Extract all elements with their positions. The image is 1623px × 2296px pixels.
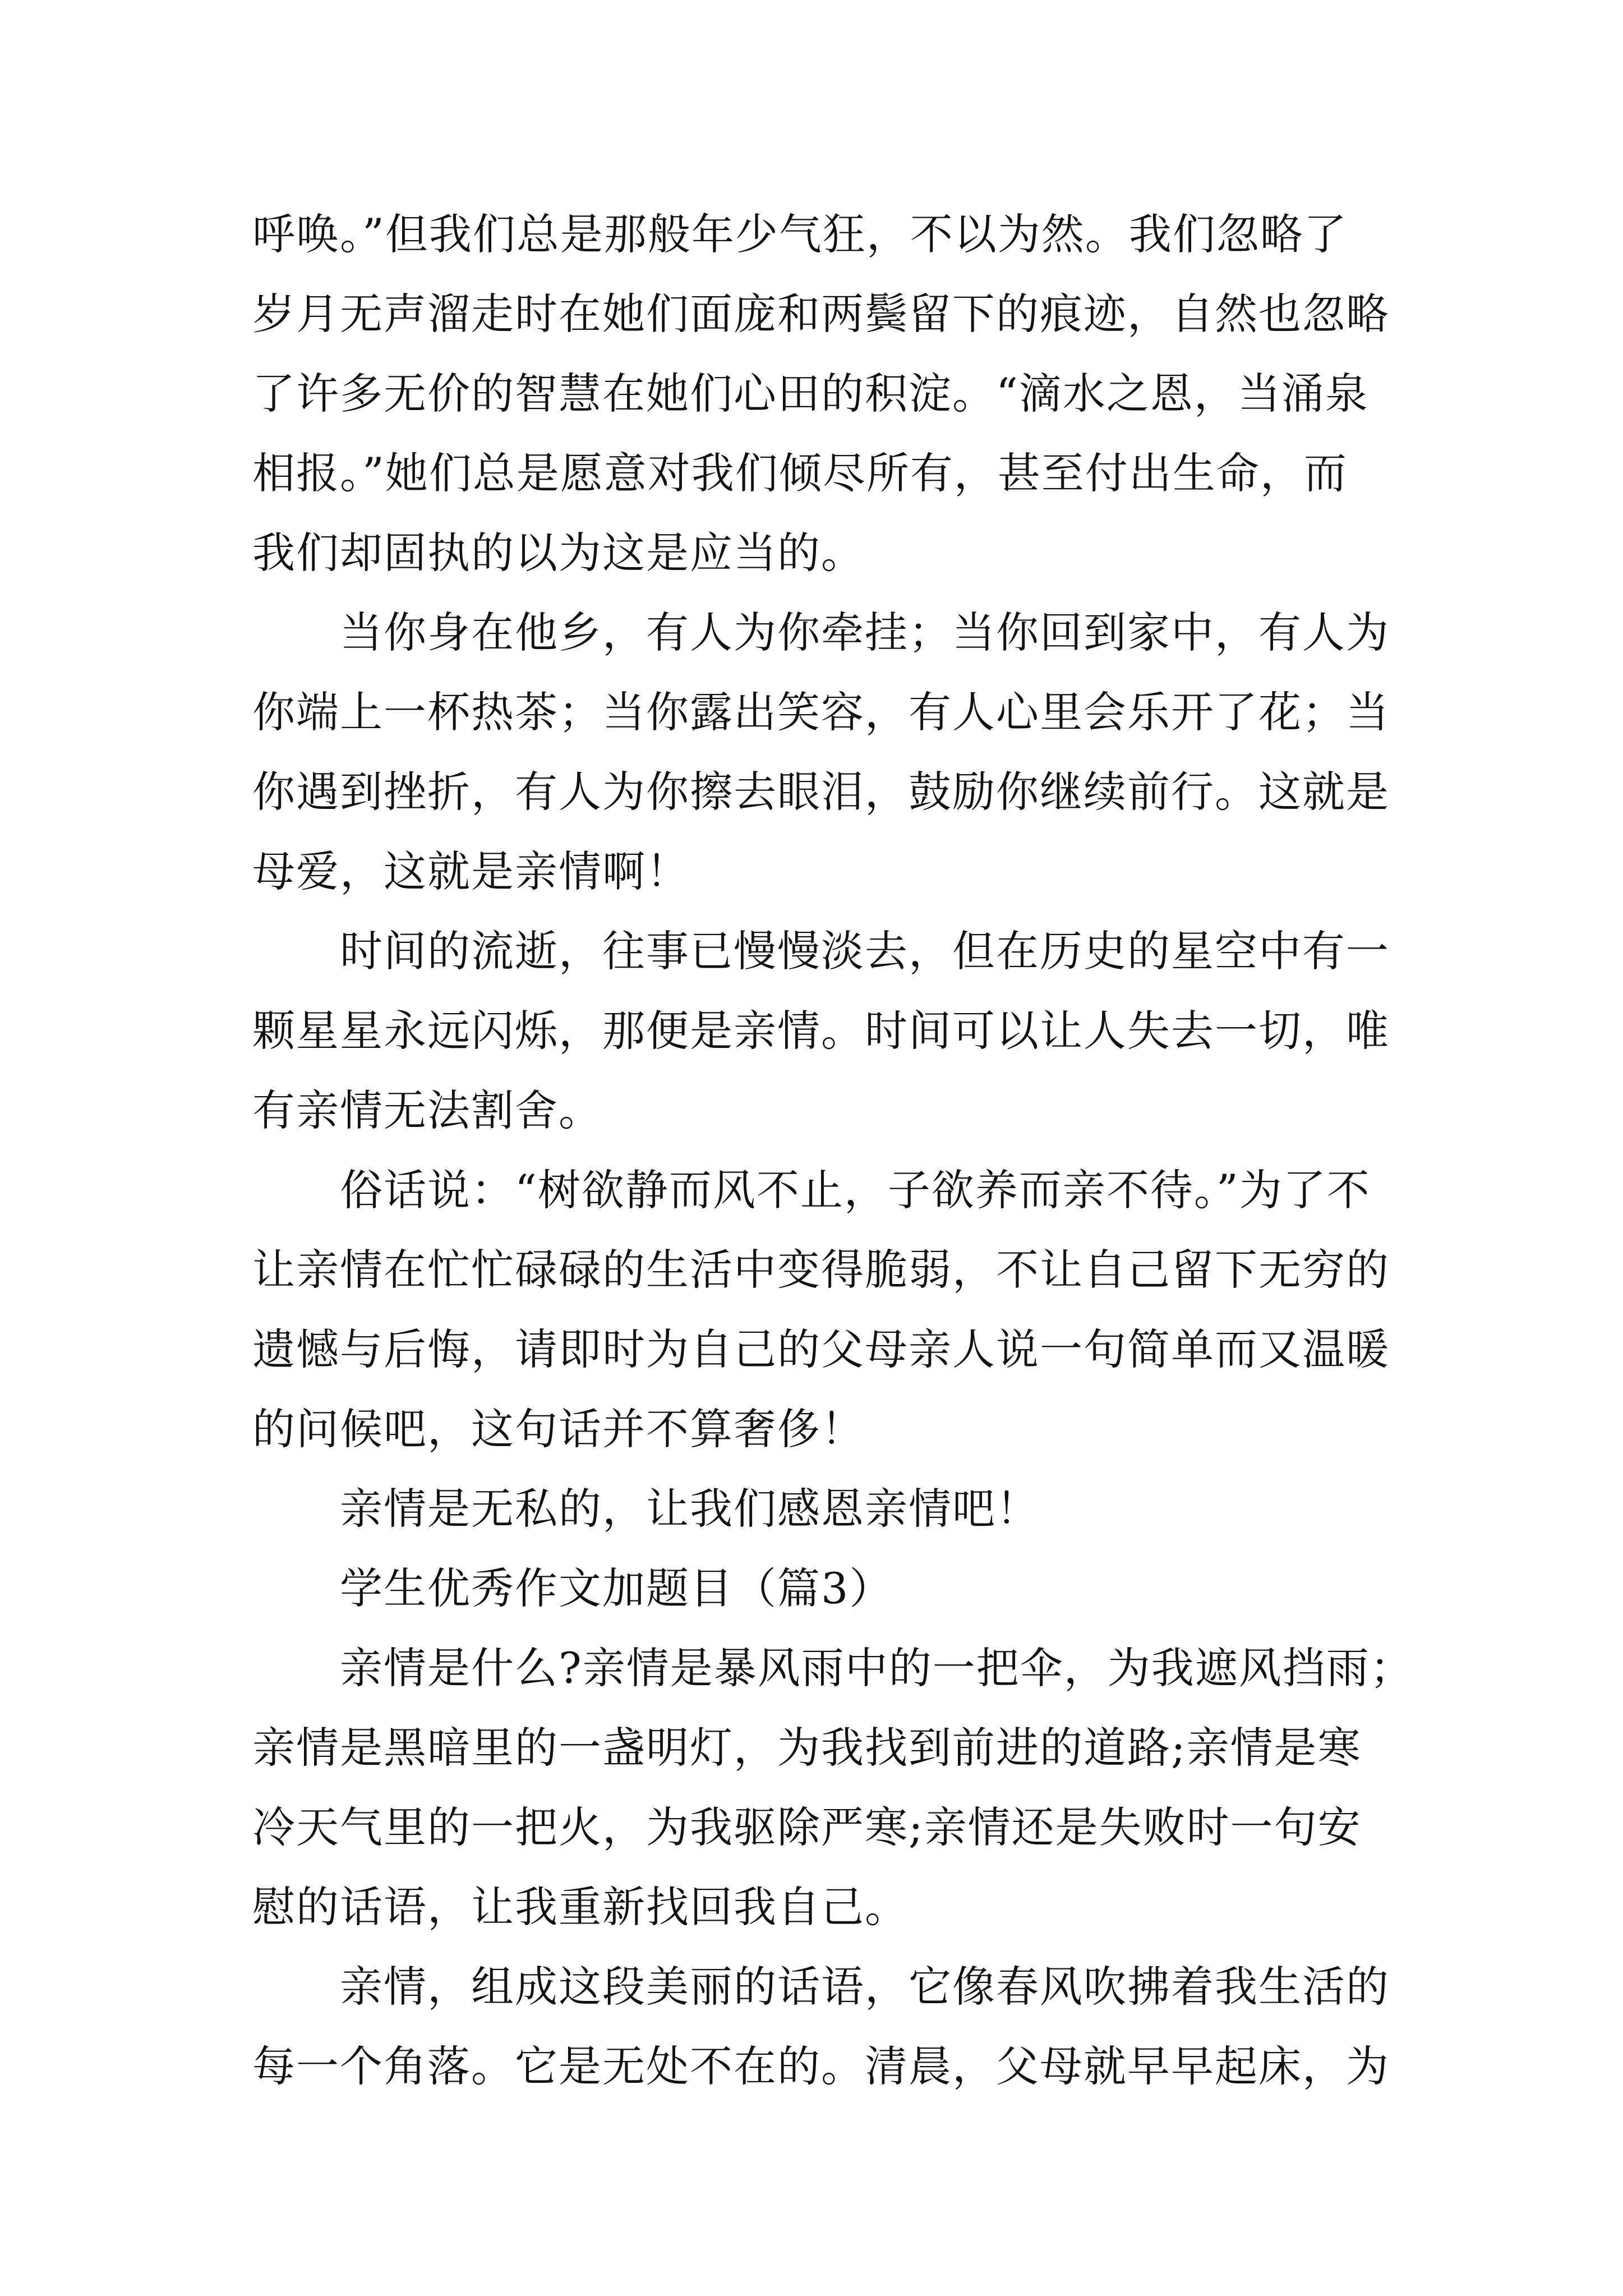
text-line: 母爱，这就是亲情啊！ bbox=[252, 846, 690, 896]
text-line: 的问候吧，这句话并不算奢侈！ bbox=[252, 1404, 865, 1454]
text-line: 相报。”她们总是愿意对我们倾尽所有，甚至付出生命，而 bbox=[252, 448, 1348, 498]
text-line: 慰的话语，让我重新找回我自己。 bbox=[252, 1882, 909, 1932]
paragraph-first-line: 当你身在他乡，有人为你牵挂；当你回到家中，有人为 bbox=[340, 608, 1390, 657]
paragraph-first-line: 亲情是无私的，让我们感恩亲情吧！ bbox=[340, 1484, 1040, 1534]
text-line: 亲情是黑暗里的一盏明灯，为我找到前进的道路;亲情是寒 bbox=[252, 1723, 1362, 1773]
text-line: 你端上一杯热茶；当你露出笑容，有人心里会乐开了花；当 bbox=[252, 687, 1390, 737]
text-line: 岁月无声溜走时在她们面庞和两鬓留下的痕迹，自然也忽略 bbox=[252, 289, 1390, 339]
text-line: 颗星星永远闪烁，那便是亲情。时间可以让人失去一切，唯 bbox=[252, 1006, 1390, 1056]
text-line: 每一个角落。它是无处不在的。清晨，父母就早早起床，为 bbox=[252, 2041, 1390, 2091]
paragraph-first-line: 亲情是什么?亲情是暴风雨中的一把伞，为我遮风挡雨； bbox=[340, 1643, 1414, 1693]
paragraph-first-line: 时间的流逝，往事已慢慢淡去，但在历史的星空中有一 bbox=[340, 926, 1390, 976]
text-line: 我们却固执的以为这是应当的。 bbox=[252, 528, 865, 578]
text-line: 了许多无价的智慧在她们心田的积淀。“滴水之恩，当涌泉 bbox=[252, 369, 1369, 418]
paragraph-first-line: 亲情，组成这段美丽的话语，它像春风吹拂着我生活的 bbox=[340, 1962, 1390, 2012]
paragraph-first-line: 俗话说：“树欲静而风不止，子欲养而亲不待。”为了不 bbox=[340, 1165, 1371, 1215]
text-line: 有亲情无法割舍。 bbox=[252, 1085, 602, 1135]
text-line: 让亲情在忙忙碌碌的生活中变得脆弱，不让自己留下无穷的 bbox=[252, 1245, 1390, 1295]
text-line: 你遇到挫折，有人为你擦去眼泪，鼓励你继续前行。这就是 bbox=[252, 767, 1390, 817]
text-line: 呼唤。”但我们总是那般年少气狂，不以为然。我们忽略了 bbox=[252, 209, 1348, 259]
section-heading: 学生优秀作文加题目（篇3） bbox=[340, 1563, 893, 1613]
text-line: 冷天气里的一把火，为我驱除严寒;亲情还是失败时一句安 bbox=[252, 1802, 1362, 1852]
text-line: 遗憾与后悔，请即时为自己的父母亲人说一句简单而又温暖 bbox=[252, 1324, 1390, 1374]
